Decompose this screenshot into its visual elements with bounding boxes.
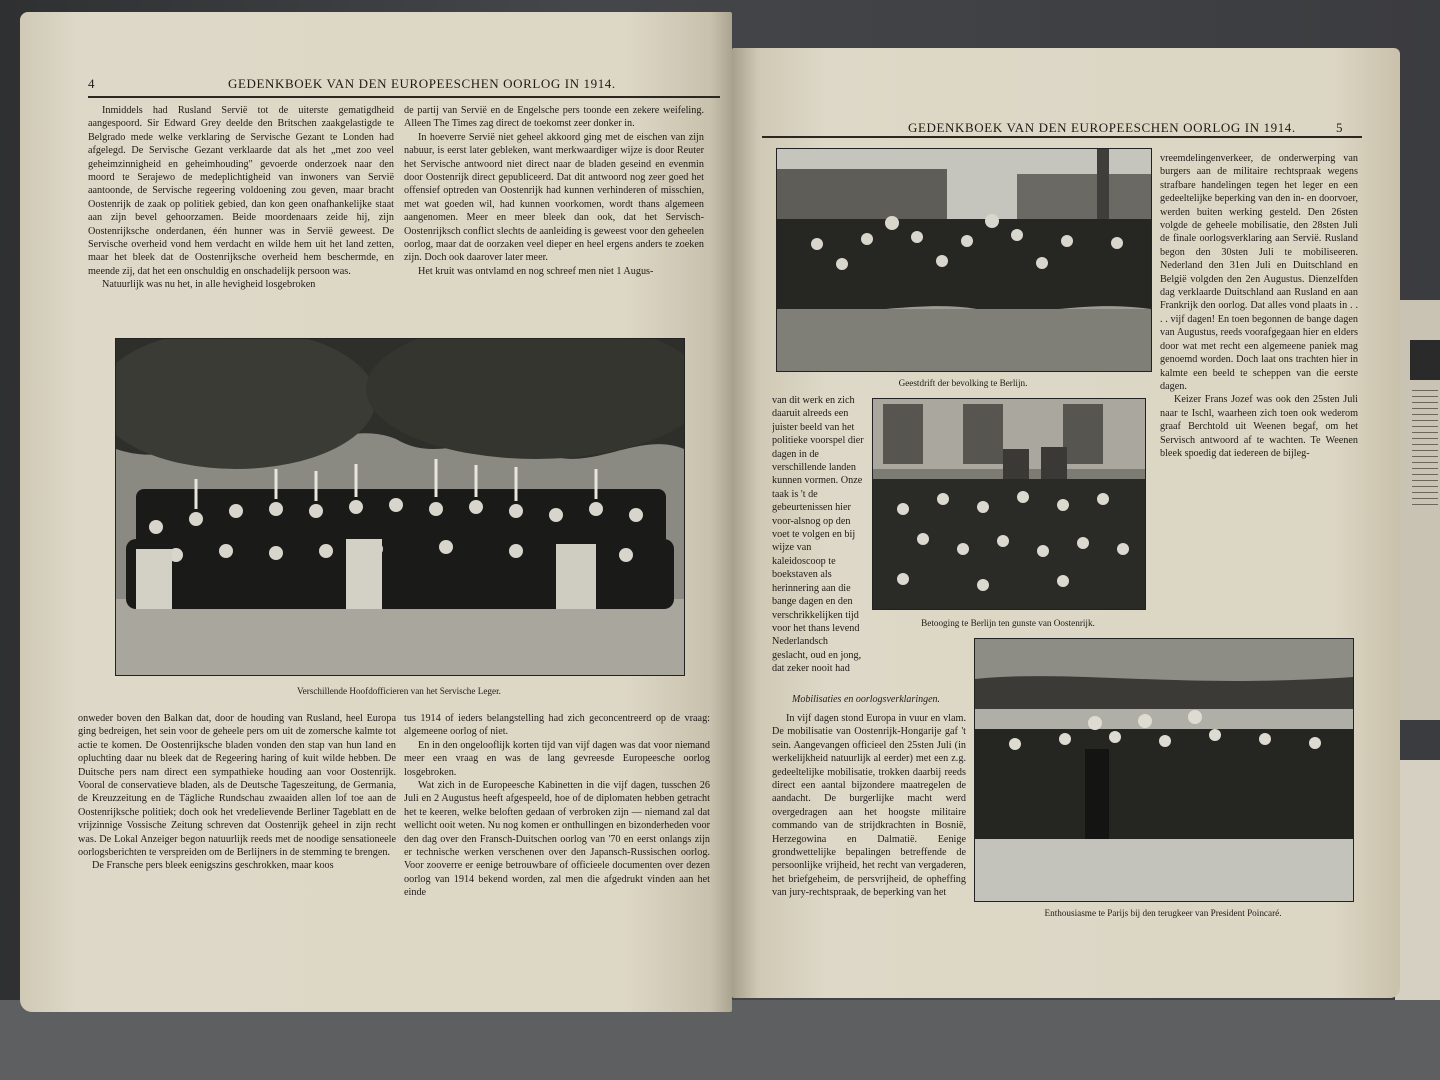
column-1-bottom [78,712,396,944]
paragraph: Keizer Frans Jozef was ook den 25sten Juli naar te Ischl, waarheen zich toen ook wederom graaf Berchtold uit Weenen begaf, om het Servisch antwoord af te wachten. Te Weenen bleek spoedig dat iedereen de bijleg- [1160,394,1358,459]
photo-paris-enthusiasm [974,638,1354,902]
paragraph: Inmiddels had Rusland Servië tot de uiterste gematigdheid aangespoord. Sir Edward Grey deelde den Britschen zaakgelastigde te Belgrado mede welke verklaring de Servische Gezant te Londen had afgelegd. De Servische Gezant verklaarde dat als het „met zoo veel geheimzinnigheid en geheimhouding" gevoerde onderzoek naar den moord te Serajewo de medeplichtigheid van inwoners van Servië aantoonde, de Servische regeering voldoening zou geven, maar bracht Oostenrijk de zaak op politiek gebied, dan kon geen onafhankelijke staat aan zijn bevel gehoorzamen. Beide moordenaars zeide hij, zijn Oostenrijksche onderdanen, één hunner was in Servië geweest. De Servische overheid vond hem verdacht en wilde hem uit het land zetten, maar het bleek dat de Oostenrijksche overheid hem beschermde, en meende zij, dat het een onschuldig en onschadelijk persoon was. [88,105,394,277]
column-2-bottom [404,712,710,944]
column-2-top [404,104,704,336]
paragraph: Natuurlijk was nu het, in alle hevigheid losgebroken [102,279,316,291]
officers-group-photo-icon [116,339,684,675]
column-1-top [88,104,394,336]
bottom-column [772,712,966,912]
paragraph: Het kruit was ontvlamd en nog schreef men niet 1 Augus- [418,265,654,277]
page-number: 4 [88,76,95,91]
paragraph: De Fransche pers bleek eenigszins geschrokken, maar koos [92,860,334,872]
paragraph: tus 1914 of ieders belangstelling had zich geconcentreerd op de vraag: algemeene oorlog of niet. [404,713,710,738]
header-rule [88,96,720,98]
photo-serbian-officers [115,338,685,676]
paragraph: vreemdelingenverkeer, de onderwerping van burgers aan de militaire rechtspraak wegens strafbare handelingen tegen het leger en een gedeeltelijke beperking van den in- en doorvoer, werden buiten werking gesteld. Den 26sten volgde de geheele mobilisatie, den 28sten Juli de finale oorlogsverklaring aan Servië. Rusland begon den 30sten Juli te mobiliseeren. Nederland den 31en Juli en Duitschland en België volgden den 2en Augustus. Dienzelfden dag verklaarde Duitschland aan Rusland en aan Frankrijk den oorlog. Dat alles vond plaats in . . . . vijf dagen! En toen begonnen de bange dagen van Augustus, reeds voorafgegaan hier en elders door wat met recht een algemeene paniek mag genoemd worden. Doch laat ons trachten hier in kalmte een beeld te scheppen van die eerste dagen. [1160,153,1358,392]
photo-caption: Geestdrift der bevolking te Berlijn. [898,378,1028,388]
paris-crowd-photo-icon [975,639,1353,901]
paragraph: de partij van Servië en de Engelsche pers toonde een zekere weifeling. Alleen The Times zag direct de toekomst zeer donker in. [404,105,704,130]
photo-berlin-demonstration [872,398,1146,610]
paragraph: Wat zich in de Europeesche Kabinetten in die vijf dagen, tusschen 26 Juli en 2 Augustus heeft afgespeeld, hoe of de diplomaten hebben getracht het te keeren, welke beloften gedaan of verbroken zijn — niemand zal dat wellicht ooit weten. Nu nog komen er onthullingen en bizonderheden voor den dag over den Fransch-Duitschen oorlog van '70 en eerst onlangs zijn er technische werken verschenen over den Japansch-Russischen oorlog. Voor zooverre er eenige betrouwbare of officieele documenten over dezen oorlog van 1914 bekend worden, zal men die afgedrukt vinden aan het einde [404,780,710,899]
paragraph: onweder boven den Balkan dat, door de houding van Rusland, heel Europa ging bedreigen, het sein voor de geheele pers om uit de zomersche kalmte tot actie te komen. De Oostenrijksche bladen vonden den stap van hun land en opluchting daar nu bleek dat de Regeering haring of kuit wilde hebben. De Duitsche pers nam direct een sympathieke houding aan voor Oostenrijk. Vooral de conservatieve bladen, als de Deutsche Tageszeitung, de Germania, de Kreuzzeitung en de Tägliche Rundschau zwaaiden allen lof toe aan de Oostenrijksche politiek; doch ook het vredelievende Berliner Tageblatt en de vrijzinnige Vossische Zeitung schreven dat Oostenrijk geheel in zijn recht was. De Lokal Anzeiger begon natuurlijk reeds met de noodige sensationeele oorlogsberichten te verspreiden om de Berlijners in de stemming te brengen. [78,713,396,859]
photo-caption: Verschillende Hoofdofficieren van het Servische Leger. [297,686,501,696]
photo-caption: Betooging te Berlijn ten gunste van Oostenrijk. [921,618,1095,628]
page-number: 5 [1336,120,1343,135]
side-paper-sheet [1395,760,1440,1000]
paragraph: van dit werk en zich daaruit alreeds een juister beeld van het politieke voorspel dier dagen in de verschillende landen kunnen vormen. Onze taak is 't de gebeurtenissen hier voor-alsnog op den voet te volgen en bij wijze van kaleidoscoop te boekstaven als herinnering aan die bange dagen en den verschrikkelijken tijd voor het thans levend Nederlandsch geslacht, oud en jong, dat zeker nooit had [772,395,864,674]
side-newspaper-dark [1410,340,1440,380]
right-page [732,48,1400,998]
photo-caption: Enthousiasme te Parijs bij den terugkeer van President Poincaré. [1044,908,1282,918]
table-edge [0,1000,1440,1080]
paragraph: In hoeverre Servië niet geheel akkoord ging met de eischen van zijn nabuur, is eerst later gebleken, want merkwaardiger wijze is door Reuter het Servische antwoord niet direct naar de bladen geseind en evenmin door Oostenrijk direct gepubliceerd. Dat dit antwoord nog zeer goed het offensief optreden van Oostenrijk had kunnen verhinderen of misschien, met wat goeden wil, had kunnen voorkomen, wordt thans algemeen aangenomen. Meer en meer bleek dan ook, dat het Servisch-Oostenrijksch conflict slechts de aanleiding is geweest voor den geheelen oorlog, maar dat de oorzaken veel dieper en heel ergens anders te zoeken zijn. Doch ook daarover later meer. [404,131,704,264]
right-column [1160,152,1358,632]
left-page [20,12,732,1012]
photo-berlin-crowd [776,148,1152,372]
demonstration-photo-icon [873,399,1145,609]
running-header: GEDENKBOEK VAN DEN EUROPEESCHEN OORLOG IN 1914. [228,76,616,91]
running-header: GEDENKBOEK VAN DEN EUROPEESCHEN OORLOG IN 1914. [908,120,1296,135]
left-narrow-column [772,394,866,674]
paragraph: In vijf dagen stond Europa in vuur en vlam. De mobilisatie van Oostenrijk-Hongarije gaf 't sein. Aangevangen officieel den 25sten Juli (in werkelijkheid natuurlijk al eerder) met een z.g. gedeeltelijke mobilisatie, trokken daarbij reeds direct een aantal bijzondere maatregelen de aandacht. De burgerlijke macht werd overgedragen aan het hoogste militaire commando van de strijdkrachten in Bosnië, Herzegowina en Dalmatië. Eenige grondwettelijke bepalingen betreffende de persoonlijke vrijheid, het recht van vergaderen, het briefgeheim, de persvrijheid, de opheffing van jury-rechtspraak, de beperking van het [772,713,966,899]
berlin-crowd-photo-icon [777,149,1151,371]
header-rule [762,136,1362,138]
paragraph: En in den ongelooflijk korten tijd van vijf dagen was dat voor niemand meer een vraag en was de lang gevreesde Europeesche oorlog losgebroken. [404,739,710,778]
side-newspaper-text [1412,390,1438,510]
section-subheading: Mobilisaties en oorlogsverklaringen. [792,694,941,705]
